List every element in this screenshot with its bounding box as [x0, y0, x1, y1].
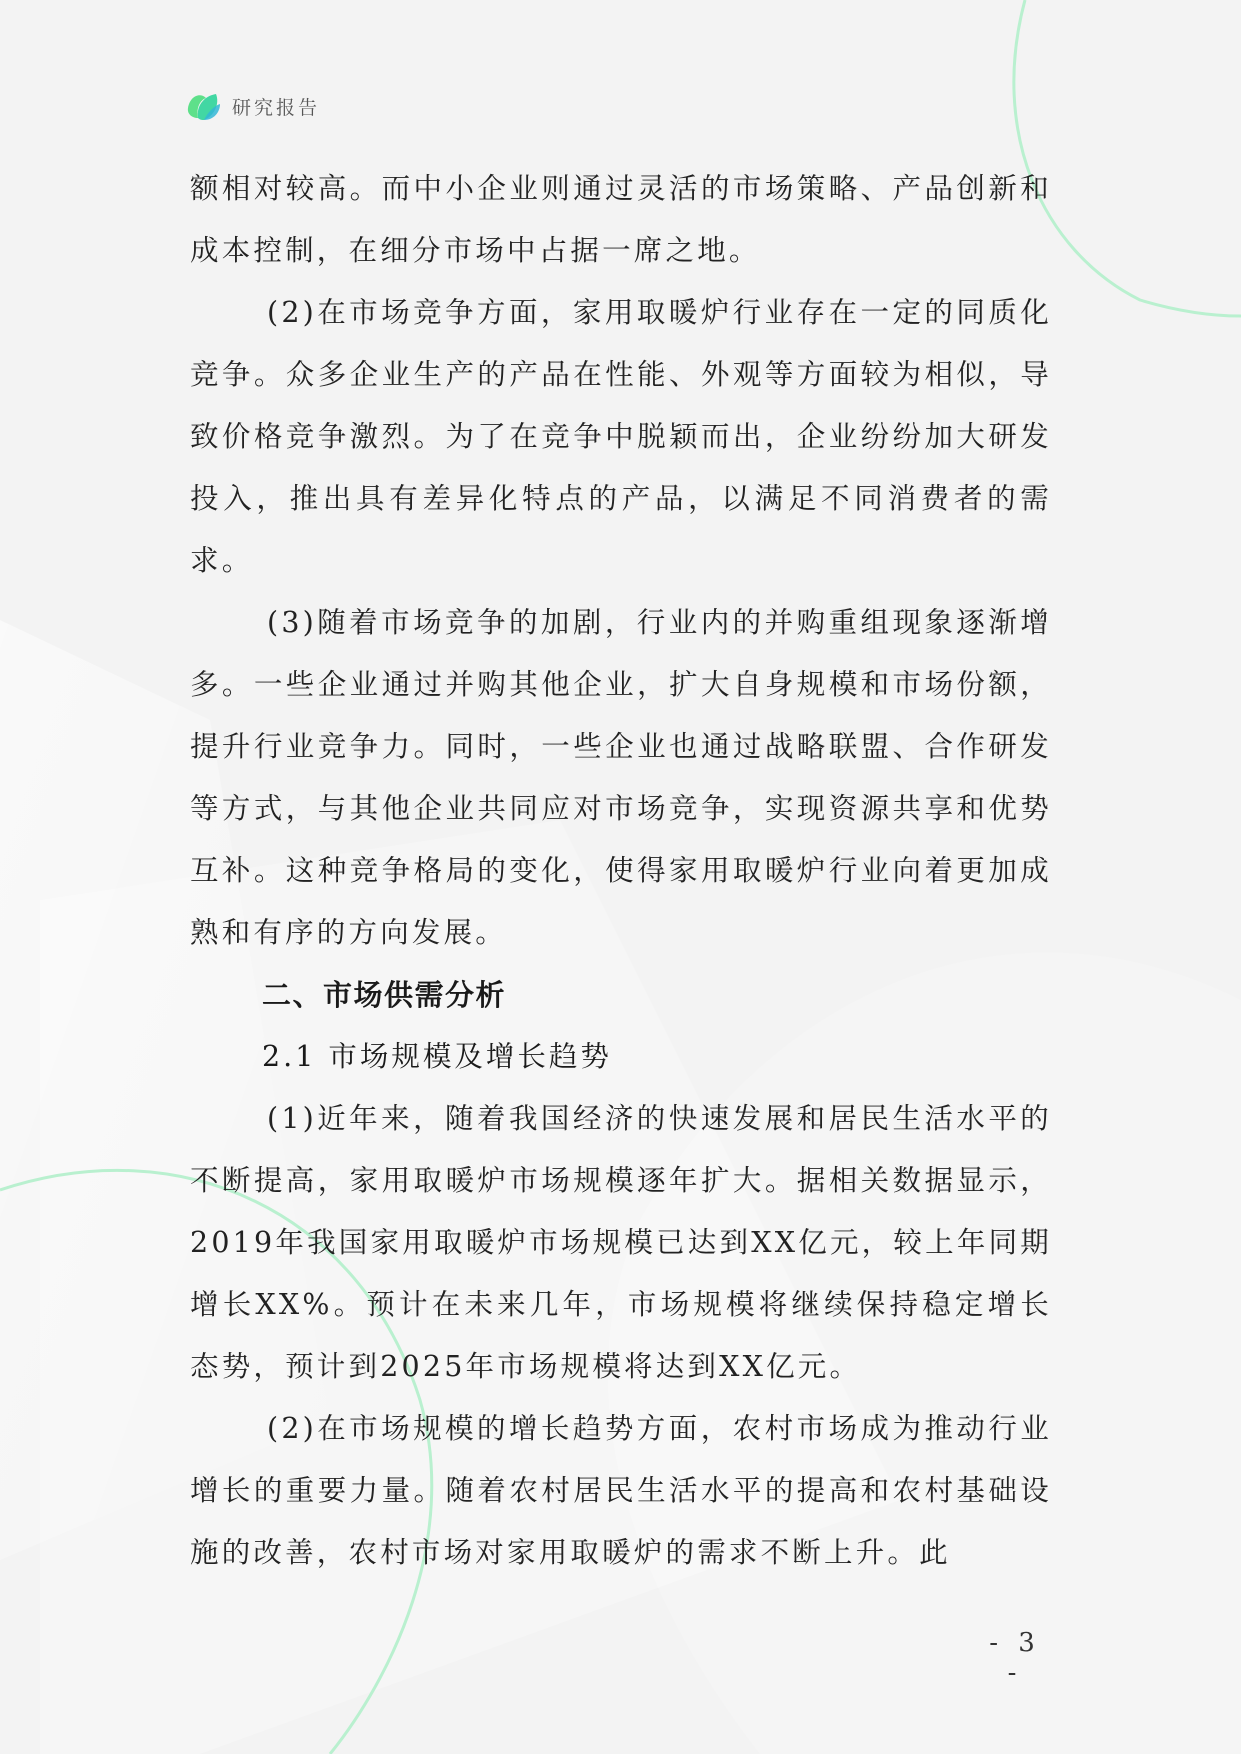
page-number: - 3 - — [989, 1628, 1041, 1688]
body-paragraph: 额相对较高。而中小企业则通过灵活的市场策略、产品创新和成本控制，在细分市场中占据一席之地。 — [190, 172, 1052, 267]
subsection-heading: 2.1 市场规模及增长趋势 — [262, 1040, 612, 1073]
document-body — [190, 158, 1052, 1584]
body-paragraph: (2)在市场规模的增长趋势方面，农村市场成为推动行业增长的重要力量。随着农村居民生活水平的提高和农村基础设施的改善，农村市场对家用取暖炉的需求不断上升。此 — [190, 1412, 1052, 1569]
header — [186, 88, 320, 124]
body-paragraph: (2)在市场竞争方面，家用取暖炉行业存在一定的同质化竞争。众多企业生产的产品在性能、外观等方面较为相似，导致价格竞争激烈。为了在竞争中脱颖而出，企业纷纷加大研发投入，推出具有差异化特点的产品，以满足不同消费者的需求。 — [190, 296, 1052, 577]
header-title: 研究报告 — [232, 96, 321, 119]
body-paragraph: (1)近年来，随着我国经济的快速发展和居民生活水平的不断提高，家用取暖炉市场规模逐年扩大。据相关数据显示，2019年我国家用取暖炉市场规模已达到XX亿元，较上年同期增长XX%。预计在未来几年，市场规模将继续保持稳定增长态势，预计到2025年市场规模将达到XX亿元。 — [190, 1102, 1052, 1383]
section-heading: 二、市场供需分析 — [262, 978, 507, 1012]
body-paragraph: (3)随着市场竞争的加剧，行业内的并购重组现象逐渐增多。一些企业通过并购其他企业，扩大自身规模和市场份额，提升行业竞争力。同时，一些企业也通过战略联盟、合作研发等方式，与其他企业共同应对市场竞争，实现资源共享和优势互补。这种竞争格局的变化，使得家用取暖炉行业向着更加成熟和有序的方向发展。 — [190, 606, 1052, 949]
green-leaf-logo-icon — [186, 90, 222, 122]
